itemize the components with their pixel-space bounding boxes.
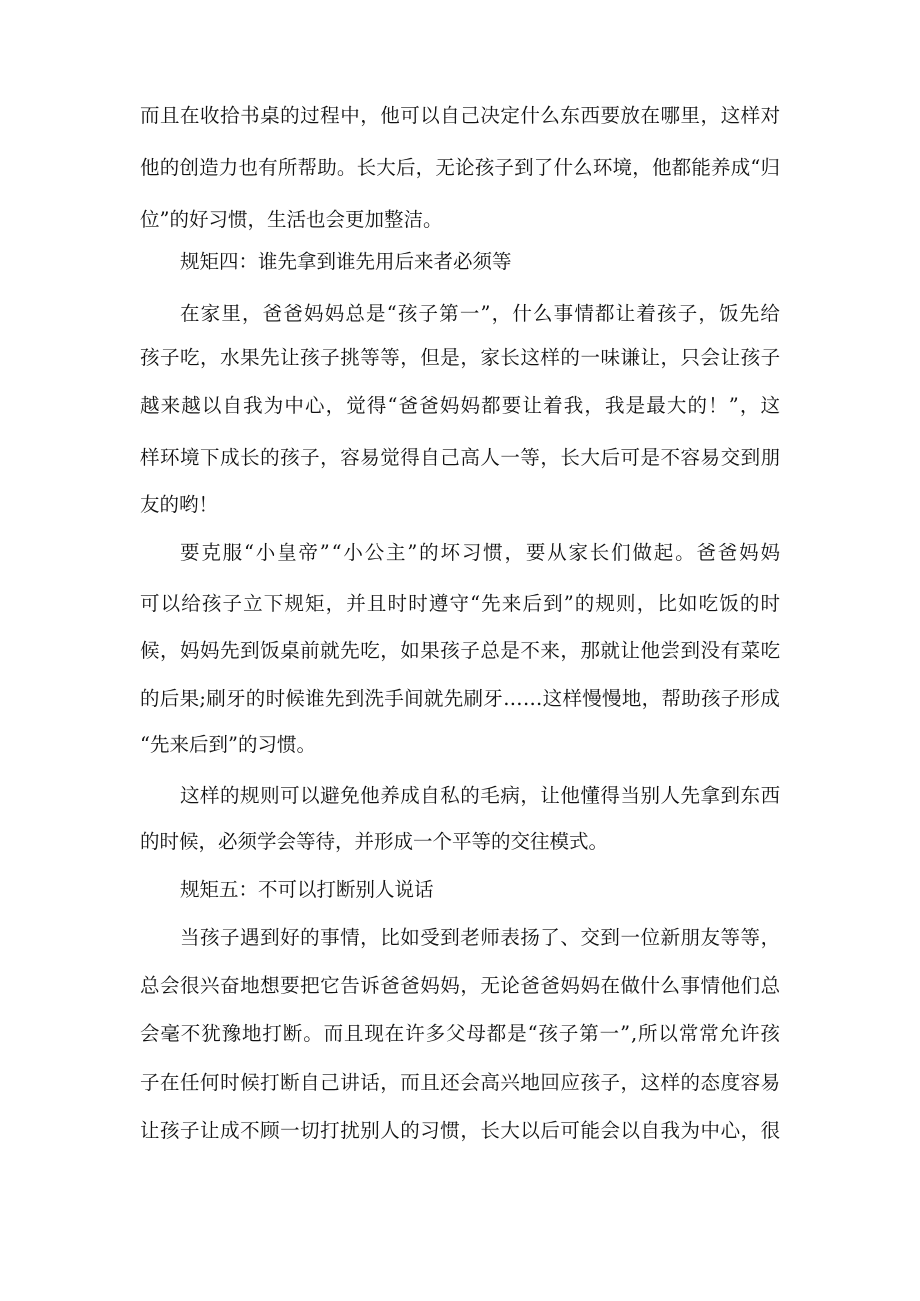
rule-four-heading: 规矩四：谁先拿到谁先用后来者必须等 <box>180 250 512 273</box>
paragraph-line-13: 的后果;刷牙的时候谁先到洗手间就先刷牙……这样慢慢地，帮助孩子形成 <box>140 687 781 710</box>
paragraph-line-22: 让孩子让成不顾一切打扰别人的习惯，长大以后可能会以自我为中心，很 <box>140 1119 781 1142</box>
paragraph-line-16: 的时候，必须学会等待，并形成一个平等的交往模式。 <box>140 830 609 853</box>
paragraph-line-8: 样环境下成长的孩子，容易觉得自己高人一等，长大后可是不容易交到朋 <box>140 446 781 469</box>
paragraph-line-3: 位”的好习惯，生活也会更加整洁。 <box>140 208 443 231</box>
paragraph-line-5: 在家里，爸爸妈妈总是“孩子第一”，什么事情都让着孩子，饭先给 <box>180 302 782 325</box>
paragraph-line-2: 他的创造力也有所帮助。长大后，无论孩子到了什么环境，他都能养成“归 <box>140 156 781 179</box>
paragraph-line-9: 友的哟！ <box>140 493 219 516</box>
paragraph-line-6: 孩子吃，水果先让孩子挑等等，但是，家长这样的一味谦让，只会让孩子 <box>140 346 781 369</box>
paragraph-line-19: 总会很兴奋地想要把它告诉爸爸妈妈，无论爸爸妈妈在做什么事情他们总 <box>140 974 781 997</box>
paragraph-line-20: 会毫不犹豫地打断。而且现在许多父母都是“孩子第一”,所以常常允许孩 <box>140 1022 781 1045</box>
paragraph-line-14: “先来后到”的习惯。 <box>140 733 316 756</box>
rule-five-heading: 规矩五：不可以打断别人说话 <box>180 878 434 901</box>
paragraph-line-21: 子在任何时候打断自己讲话，而且还会高兴地回应孩子，这样的态度容易 <box>140 1071 781 1094</box>
paragraph-line-7: 越来越以自我为中心，觉得“爸爸妈妈都要让着我，我是最大的！”，这 <box>140 394 782 417</box>
paragraph-line-11: 可以给孩子立下规矩，并且时时遵守“先来后到”的规则，比如吃饭的时 <box>140 592 782 615</box>
paragraph-line-10: 要克服“小皇帝”“小公主”的坏习惯，要从家长们做起。爸爸妈妈 <box>180 541 782 564</box>
paragraph-line-18: 当孩子遇到好的事情，比如受到老师表扬了、交到一位新朋友等等， <box>180 926 781 949</box>
paragraph-line-12: 候，妈妈先到饭桌前就先吃，如果孩子总是不来，那就让他尝到没有菜吃 <box>140 639 781 662</box>
paragraph-line-15: 这样的规则可以避免他养成自私的毛病，让他懂得当别人先拿到东西 <box>180 784 781 807</box>
paragraph-line-1: 而且在收拾书桌的过程中，他可以自己决定什么东西要放在哪里，这样对 <box>140 104 781 127</box>
